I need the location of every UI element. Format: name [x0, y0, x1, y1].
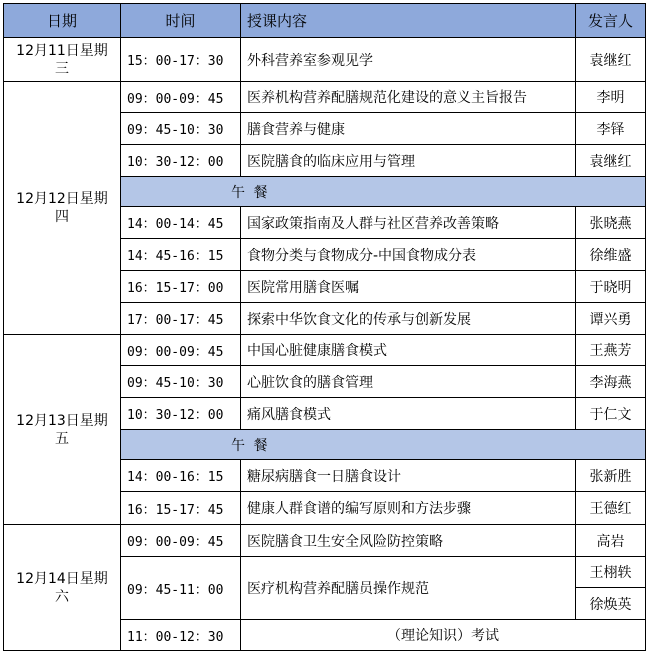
speaker-cell: 谭兴勇	[576, 303, 646, 335]
speaker-cell: 徐焕英	[576, 588, 646, 620]
time-cell: 10：30-12：00	[121, 145, 241, 177]
speaker-cell: 张新胜	[576, 460, 646, 492]
speaker-cell: 张晓燕	[576, 207, 646, 239]
content-cell: 探索中华饮食文化的传承与创新发展	[241, 303, 576, 335]
table-row	[4, 82, 646, 113]
time-cell: 16：15-17：00	[121, 271, 241, 303]
content-cell: 心脏饮食的膳食管理	[241, 366, 576, 398]
time-cell: 09：45-11：00	[121, 557, 241, 620]
time-cell: 09：00-09：45	[121, 335, 241, 366]
time-cell: 09：45-10：30	[121, 366, 241, 398]
speaker-cell: 高岩	[576, 525, 646, 557]
header-time: 时间	[121, 4, 241, 38]
content-cell: 膳食营养与健康	[241, 113, 576, 145]
content-cell: 中国心脏健康膳食模式	[241, 335, 576, 366]
time-cell: 14：45-16：15	[121, 239, 241, 271]
time-cell: 16：15-17：45	[121, 492, 241, 525]
date-cell	[4, 38, 121, 82]
speaker-cell: 王燕芳	[576, 335, 646, 366]
date-label: 12月12日星期	[16, 191, 108, 207]
date-label: 12月11日星期	[16, 42, 108, 59]
speaker-cell: 徐维盛	[576, 239, 646, 271]
date-label: 12月13日星期	[16, 412, 108, 429]
content-cell: 医院膳食卫生安全风险防控策略	[241, 525, 576, 557]
speaker-cell: 袁继红	[576, 38, 646, 82]
speaker-cell: 李海燕	[576, 366, 646, 398]
date-cell	[4, 525, 121, 651]
table-row	[4, 38, 646, 82]
speaker-cell: 李明	[576, 82, 646, 113]
time-cell: 14：00-14：45	[121, 207, 241, 239]
table-row	[4, 335, 646, 366]
content-cell: 外科营养室参观见学	[241, 38, 576, 82]
content-cell: 痛风膳食模式	[241, 398, 576, 430]
header-row	[4, 4, 646, 38]
time-cell: 09：00-09：45	[121, 525, 241, 557]
time-cell: 09：00-09：45	[121, 82, 241, 113]
time-cell: 14：00-16：15	[121, 460, 241, 492]
date-cell	[4, 82, 121, 335]
table-row	[4, 525, 646, 557]
content-cell: 医养机构营养配膳规范化建设的意义主旨报告	[241, 82, 576, 113]
time-cell: 10：30-12：00	[121, 398, 241, 430]
time-cell: 09：45-10：30	[121, 113, 241, 145]
exam-cell: （理论知识）考试	[241, 620, 646, 651]
date-cell	[4, 335, 121, 525]
speaker-cell: 袁继红	[576, 145, 646, 177]
lunch-cell: 午 餐	[121, 177, 646, 207]
weekday-label: 四	[55, 209, 69, 225]
speaker-cell: 于晓明	[576, 271, 646, 303]
content-cell: 糖尿病膳食一日膳食设计	[241, 460, 576, 492]
header-date: 日期	[4, 4, 121, 38]
speaker-cell: 王栩轶	[576, 557, 646, 588]
schedule-table	[3, 3, 646, 651]
content-cell: 食物分类与食物成分-中国食物成分表	[241, 239, 576, 271]
date-label: 12月14日星期	[16, 570, 108, 587]
header-content: 授课内容	[241, 4, 576, 38]
content-cell: 医疗机构营养配膳员操作规范	[241, 557, 576, 620]
time-cell: 17：00-17：45	[121, 303, 241, 335]
lunch-cell: 午 餐	[121, 430, 646, 460]
content-cell: 医院膳食的临床应用与管理	[241, 145, 576, 177]
speaker-cell: 于仁文	[576, 398, 646, 430]
header-speaker: 发言人	[576, 4, 646, 38]
content-cell: 健康人群食谱的编写原则和方法步骤	[241, 492, 576, 525]
weekday-label: 六	[55, 588, 69, 605]
content-cell: 医院常用膳食医嘱	[241, 271, 576, 303]
time-cell: 15：00-17：30	[121, 38, 241, 82]
content-cell: 国家政策指南及人群与社区营养改善策略	[241, 207, 576, 239]
weekday-label: 五	[55, 430, 69, 447]
weekday-label: 三	[55, 60, 69, 77]
speaker-cell: 李铎	[576, 113, 646, 145]
time-cell: 11：00-12：30	[121, 620, 241, 651]
speaker-cell: 王德红	[576, 492, 646, 525]
